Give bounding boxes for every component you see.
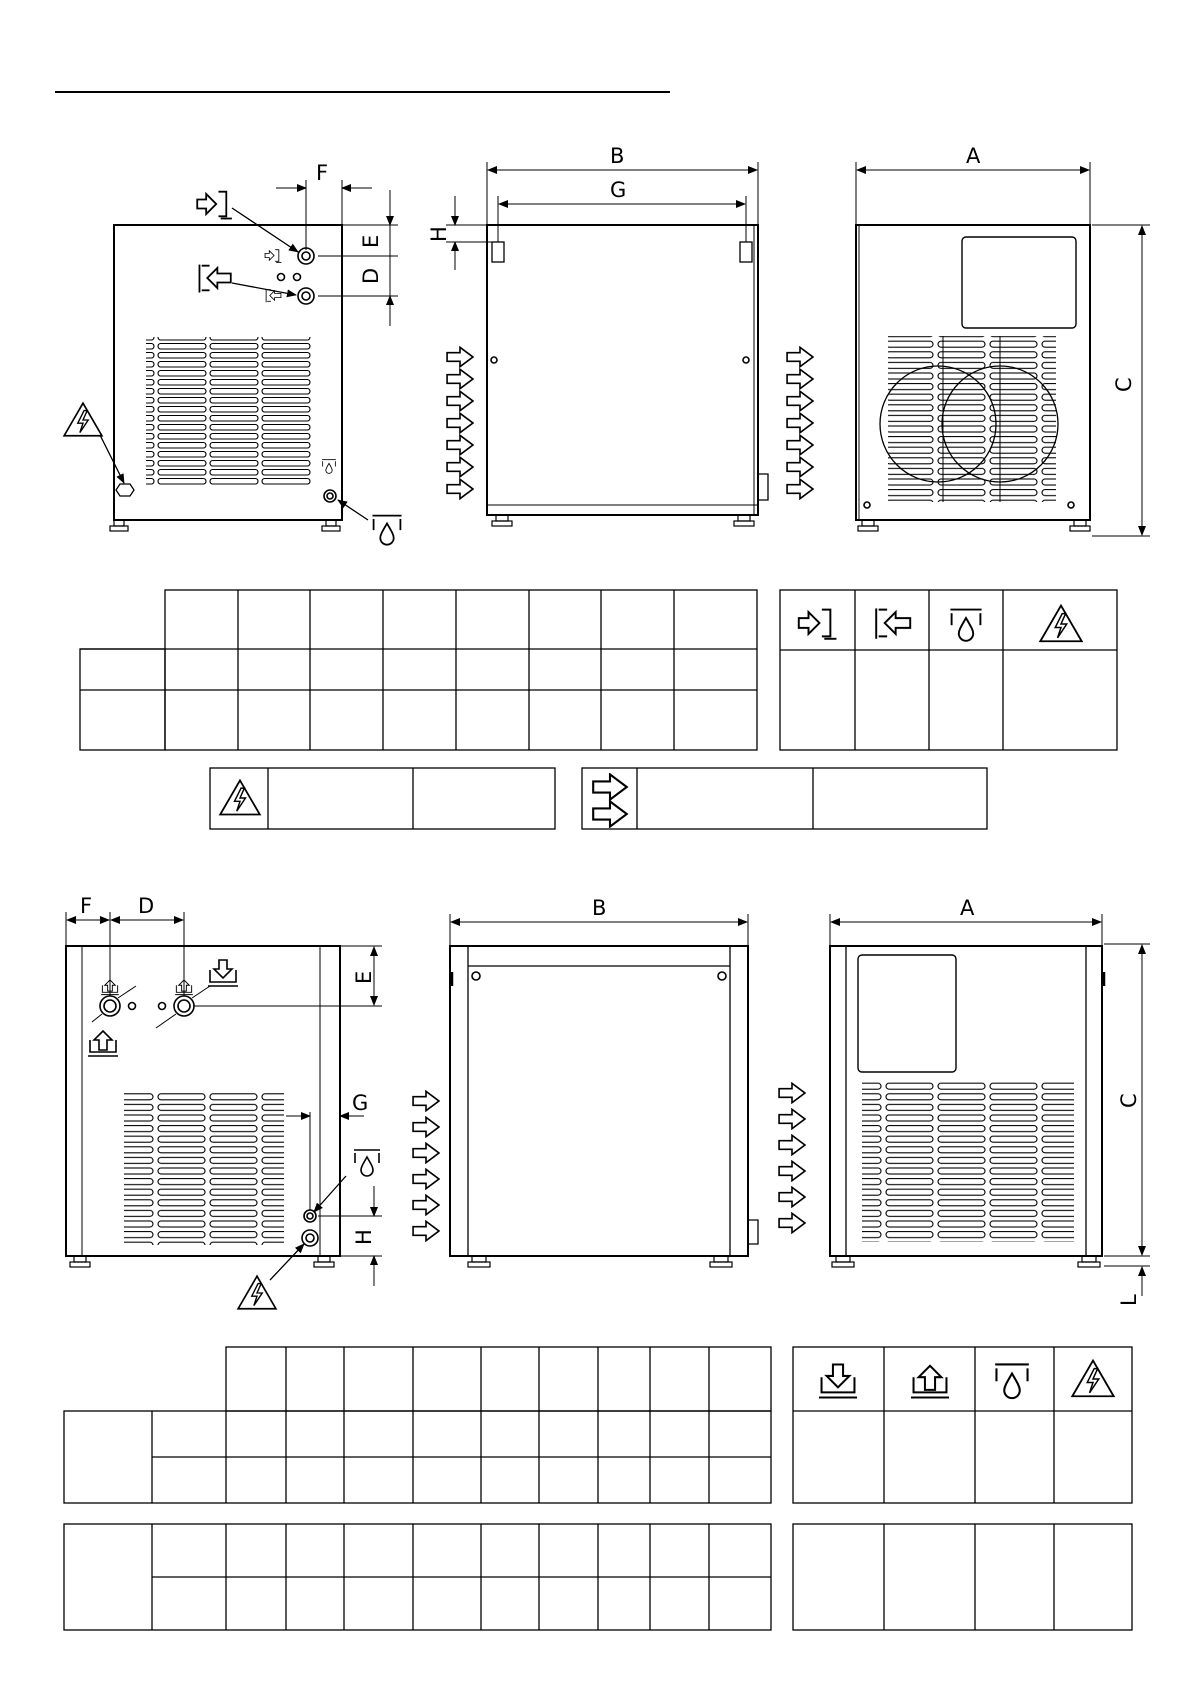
electrical-hazard-icon	[238, 1276, 276, 1309]
bottom-dimension-table-1	[64, 1347, 771, 1503]
water-outlet-icon	[199, 265, 230, 293]
top-dimension-table	[80, 590, 757, 750]
top-back-view	[427, 144, 813, 526]
dim-B-label: B	[610, 144, 625, 168]
dim-C-label: C	[1112, 377, 1136, 392]
bottom-connection-table-1	[793, 1347, 1132, 1503]
water-inlet-port	[174, 996, 194, 1016]
bottom-front-view	[830, 896, 1150, 1306]
water-inlet-down-icon	[819, 1365, 857, 1398]
dim-C-label: C	[1117, 1093, 1141, 1108]
electrical-hazard-icon	[220, 780, 260, 814]
airflow-arrows-icon	[447, 347, 473, 498]
dim-E-label: E	[359, 234, 383, 248]
bottom-connection-table-2	[793, 1524, 1132, 1630]
top-side-view	[64, 161, 401, 545]
electrical-hazard-icon	[1072, 1361, 1113, 1397]
top-front-view	[856, 144, 1150, 536]
dim-E-label: E	[352, 970, 376, 984]
dim-H-label: H	[427, 226, 451, 242]
electrical-hazard-icon	[64, 403, 102, 436]
airflow-arrows-icon	[593, 774, 627, 826]
water-outlet-port	[298, 288, 314, 304]
electrical-hazard-icon	[1040, 606, 1081, 642]
condensate-drain-icon	[372, 516, 401, 545]
bottom-dimension-table-2	[64, 1524, 771, 1630]
dim-B-label: B	[592, 896, 607, 920]
condensate-drain-icon	[950, 610, 981, 641]
water-inlet-port	[298, 248, 314, 264]
top-power-table	[210, 768, 555, 829]
power-inlet-port	[302, 1230, 318, 1246]
top-airflow-table	[582, 768, 987, 829]
control-panel	[858, 955, 956, 1072]
top-side-grille	[146, 337, 312, 487]
dim-G-label: G	[610, 178, 627, 202]
bottom-side-view	[66, 894, 382, 1309]
top-connection-table	[780, 590, 1117, 750]
dim-D-label: D	[359, 267, 383, 284]
dim-A-label: A	[960, 896, 975, 920]
water-outlet-port	[100, 996, 120, 1016]
dim-H-label: H	[352, 1229, 376, 1245]
water-outlet-up-icon	[88, 1031, 118, 1056]
bottom-back-view	[413, 896, 805, 1267]
water-outlet-icon	[876, 608, 910, 638]
control-panel	[962, 237, 1076, 328]
bottom-front-grille	[862, 1080, 1074, 1242]
dim-F-label: F	[316, 161, 329, 185]
water-inlet-down-icon	[208, 960, 238, 986]
water-inlet-icon	[197, 192, 232, 219]
dim-L-label: L	[1117, 1294, 1141, 1306]
water-inlet-icon	[799, 610, 837, 639]
airflow-arrows-icon	[413, 1091, 439, 1240]
condensate-drain-icon	[354, 1150, 380, 1176]
airflow-arrows-icon	[779, 1083, 805, 1232]
bottom-side-grille	[124, 1092, 284, 1245]
lifting-slot	[492, 242, 504, 262]
dim-G-label: G	[352, 1091, 369, 1115]
condensate-drain-icon	[995, 1364, 1029, 1398]
dim-A-label: A	[966, 144, 981, 168]
water-outlet-up-icon	[911, 1366, 949, 1398]
condensate-drain-port	[324, 490, 336, 502]
airflow-arrows-icon	[787, 347, 813, 498]
dim-D-label: D	[138, 894, 155, 918]
dim-F-label: F	[80, 894, 93, 918]
